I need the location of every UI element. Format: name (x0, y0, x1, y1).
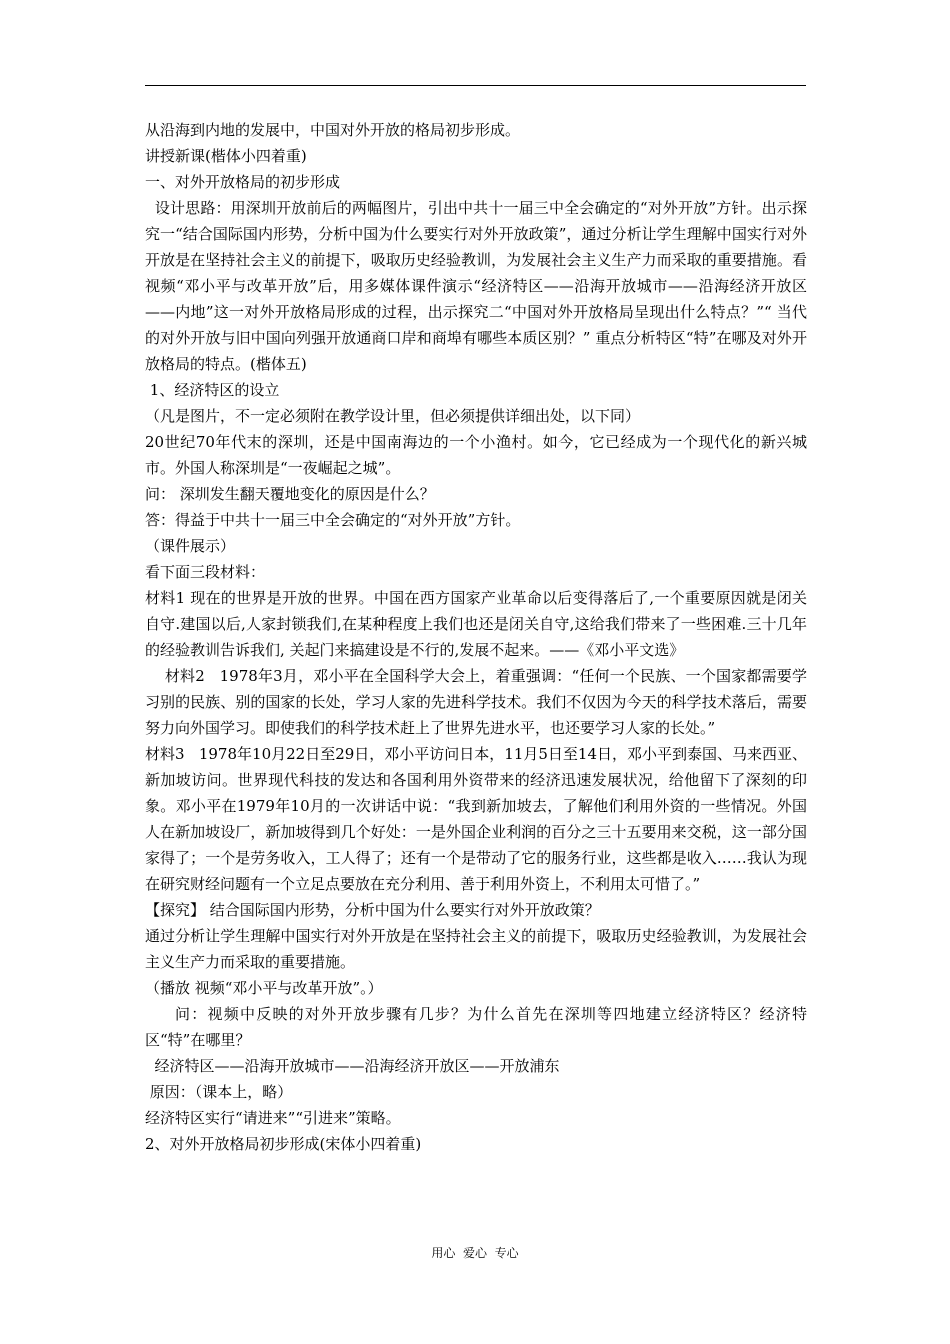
page-footer: 用心 爱心 专心 (431, 1246, 519, 1260)
paragraph-video-question: 问：视频中反映的对外开放步骤有几步？为什么首先在深圳等四地建立经济特区？经济特区“特”在哪里？ (145, 1005, 807, 1049)
paragraph-answer: 答：得益于中共十一届三中全会确定的“对外开放”方针。 (145, 511, 521, 529)
paragraph-question: 问： 深圳发生翻天覆地变化的原因是什么？ (145, 485, 435, 503)
paragraph-inquiry: 【探究】 结合国际国内形势，分析中国为什么要实行对外开放政策？ (145, 901, 600, 919)
subsection-heading-2: 2、对外开放格局初步形成(宋体小四着重) (145, 1135, 422, 1153)
paragraph-shenzhen: 20世纪70年代末的深圳，还是中国南海边的一个小渔村。如今，它已经成为一个现代化的新兴城市。外国人称深圳是“一夜崛起之城”。 (145, 433, 807, 477)
paragraph-design-idea: 设计思路：用深圳开放前后的两幅图片，引出中共十一届三中全会确定的“对外开放”方针。出示探究一“结合国际国内形势，分析中国为什么要实行对外开放政策”，通过分析让学生理解中国实行对外开放是在坚持社会主义的前提下，吸取历史经验教训，为发展社会主义生产力而采取的重要措施。看视频“邓小平与改革开放”后，用多媒体课件演示“经济特区——沿海开放城市——沿海经济开放区——内地”这一对外开放格局形成的过程，出示探究二“中国对外开放格局呈现出什么特点？”“ 当代的对外开放与旧中国向列强开放通商口岸和商埠有哪些本质区别？” 重点分析特区“特”在哪及对外开放格局的特点。(楷体五) (145, 199, 807, 373)
paragraph-intro: 从沿海到内地的发展中，中国对外开放的格局初步形成。 (145, 121, 521, 139)
paragraph-reason: 原因：（课本上，略） (145, 1083, 293, 1101)
paragraph-steps: 经济特区——沿海开放城市——沿海经济开放区——开放浦东 (145, 1057, 560, 1075)
paragraph-analysis: 通过分析让学生理解中国实行对外开放是在坚持社会主义的前提下，吸取历史经验教训，为发展社会主义生产力而采取的重要措施。 (145, 927, 807, 971)
paragraph-material-1: 材料1 现在的世界是开放的世界。中国在西方国家产业革命以后变得落后了,一个重要原因就是闭关自守.建国以后,人家封锁我们,在某种程度上我们也还是闭关自守,这给我们带来了一些困难.三十几年的经验教训告诉我们, 关起门来搞建设是不行的,发展不起来。——《邓小平文选》 (145, 589, 807, 659)
paragraph-courseware: （课件展示） (145, 537, 236, 555)
subsection-heading: 1、经济特区的设立 (145, 381, 280, 399)
paragraph-material-3: 材料3 1978年10月22日至29日，邓小平访问日本，11月5日至14日，邓小平到泰国、马来西亚、新加坡访问。世界现代科技的发达和各国利用外资带来的经济迅速发展状况，给他留下了深刻的印象。邓小平在1979年10月的一次讲话中说：“我到新加坡去，了解他们利用外资的一些情况。外国人在新加坡设厂，新加坡得到几个好处：一是外国企业利润的百分之三十五要用来交税，这一部分国家得了；一个是劳务收入，工人得了；还有一个是带动了它的服务行业，这些都是收入……我认为现在研究财经问题有一个立足点要放在充分利用、善于利用外资上，不利用太可惜了。” (145, 745, 808, 893)
paragraph-material-2: 材料2 1978年3月，邓小平在全国科学大会上，着重强调：“任何一个民族、一个国家都需要学习别的民族、别的国家的长处，学习人家的先进科学技术。我们不仅因为今天的科学技术落后，需要努力向外国学习。即使我们的科学技术赶上了世界先进水平，也还要学习人家的长处。” (145, 667, 807, 737)
header-rule (145, 85, 806, 86)
paragraph-video: （播放 视频“邓小平与改革开放”。） (145, 979, 383, 997)
document-body (145, 117, 807, 1157)
paragraph-note: （凡是图片，不一定必须附在教学设计里，但必须提供详细出处，以下同） (145, 407, 641, 425)
paragraph-strategy: 经济特区实行“请进来”“引进来”策略。 (145, 1109, 401, 1127)
paragraph-materials-intro: 看下面三段材料： (145, 563, 266, 581)
lesson-heading: 讲授新课(楷体小四着重) (145, 147, 307, 165)
section-heading: 一、对外开放格局的初步形成 (145, 173, 341, 191)
